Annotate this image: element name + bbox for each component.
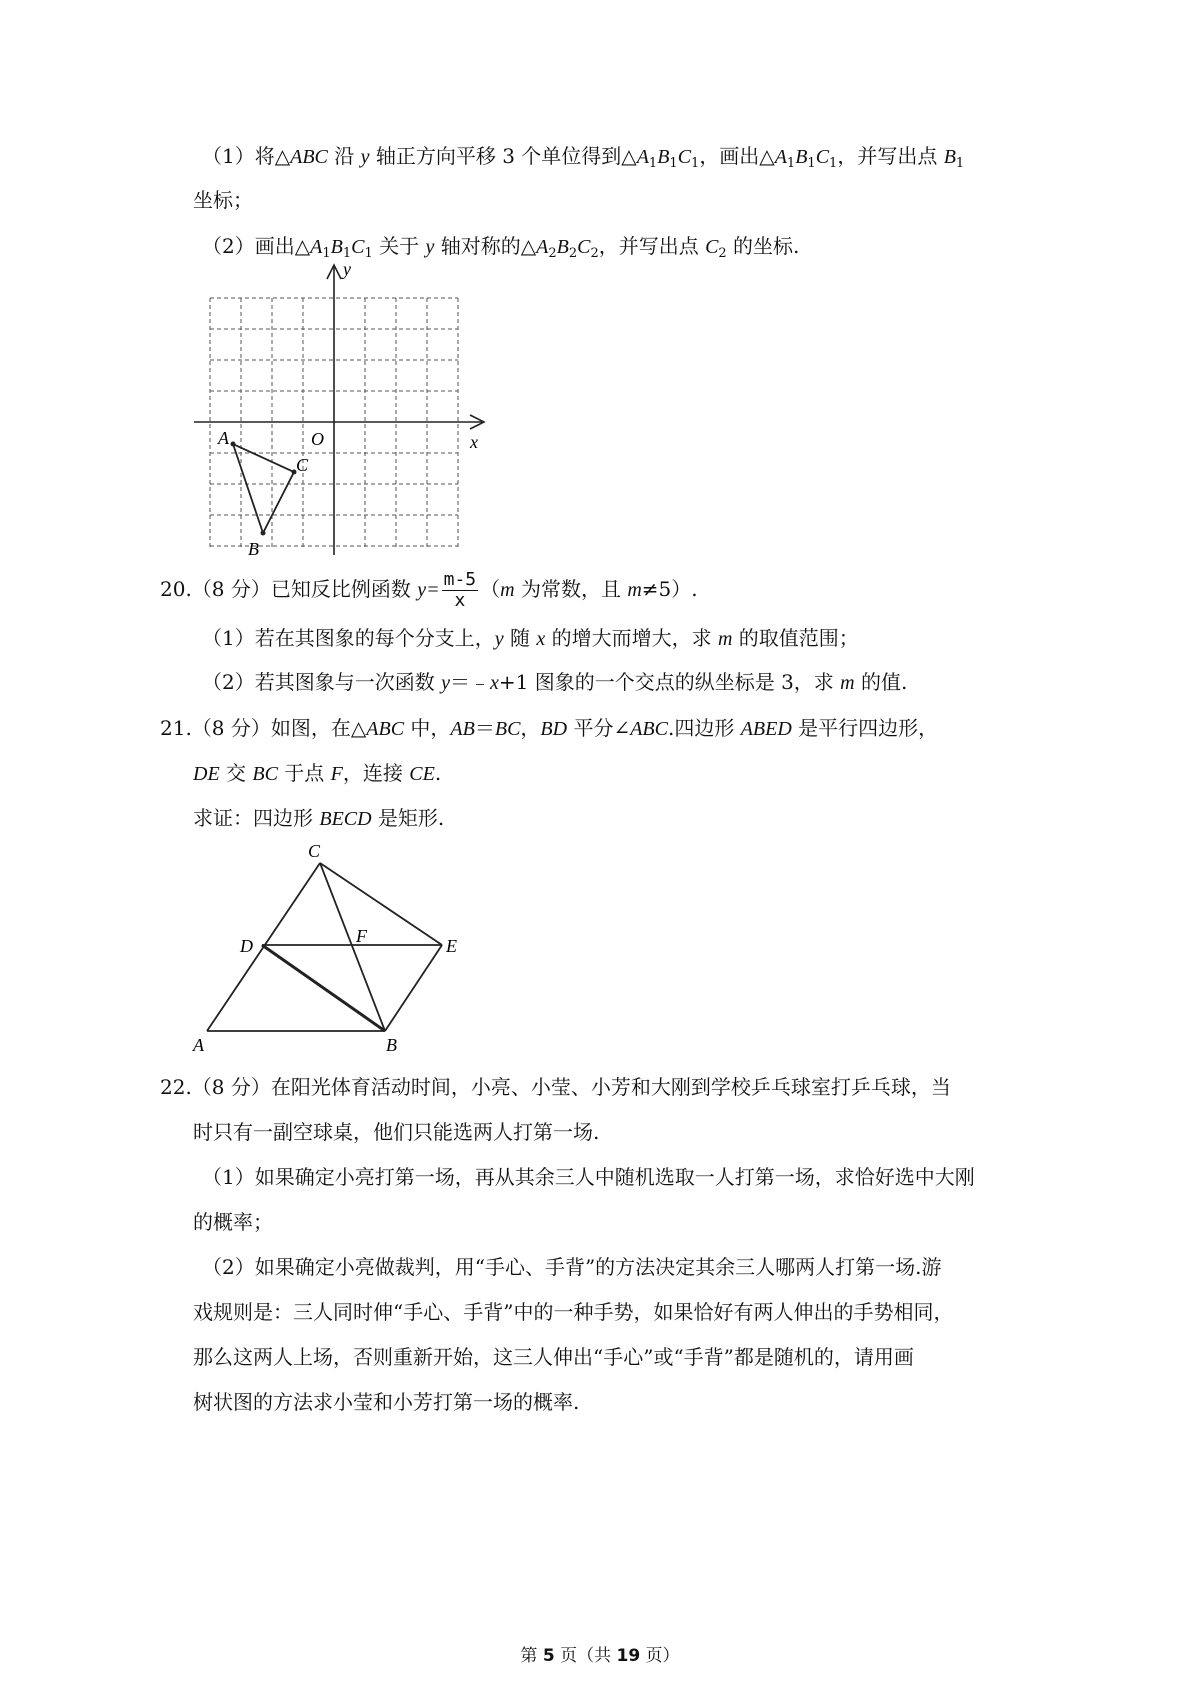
q19-part2: （2）画出$\triangle A_1B_1C_1$ 关于 y 轴对称的$\triangle A_2B_2C_2$，并写出点 $C_2$ 的坐标. (202, 234, 800, 261)
q22-line1: 22.（8 分）在阳光体育活动时间，小亮、小莹、小芳和大刚到学校乒乓球室打乒乓球，当 (160, 1075, 951, 1099)
q22-line6: 戏规则是：三人同时伸“手心、手背”中的一种手势，如果恰好有两人伸出的手势相同， (193, 1300, 954, 1324)
q19-part1-line2: 坐标； (193, 188, 253, 212)
y-axis-label: y (343, 259, 351, 279)
x-axis-label: x (470, 432, 478, 452)
q22-line4: 的概率； (193, 1210, 273, 1234)
segment-cb (320, 863, 385, 1031)
q21-stem-line2: DE 交 BC 于点 F，连接 CE. (193, 761, 442, 785)
triangle-abc (233, 444, 294, 533)
x-axis (194, 415, 484, 429)
point-c-label: C (296, 455, 309, 475)
fraction: $\frac{m-5}{x}$ (443, 569, 477, 611)
q19-part1-line1: （1）将△ABC 沿 y 轴正方向平移 3 个单位得到$\triangle A_1B_1C_1$，画出$\triangle A_1B_1C_1$，并写出点 $B_1$ (202, 144, 965, 171)
point-a-label: A (193, 1035, 204, 1055)
page-number: 5 (542, 1646, 555, 1666)
segment-eb (385, 945, 442, 1031)
point-a-label: A (218, 428, 229, 448)
parallelogram-figure (180, 835, 500, 1060)
segment-ce (320, 863, 442, 945)
q22-line5: （2）如果确定小亮做裁判，用“手心、手背”的方法决定其余三人哪两人打第一场.游 (202, 1255, 942, 1279)
point-c-label: C (308, 841, 321, 861)
q20-part2: （2）若其图象与一次函数 y＝﹣x+1 图象的一个交点的纵坐标是 3，求 m 的值. (202, 670, 908, 694)
point-d-label: D (240, 936, 253, 956)
q21-prove: 求证：四边形 BECD 是矩形. (193, 806, 445, 830)
point-e-label: E (446, 936, 457, 956)
page-footer: 第 5 页（共 19 页） (520, 1646, 680, 1666)
q20-part1: （1）若在其图象的每个分支上，y 随 x 的增大而增大，求 m 的取值范围； (202, 626, 859, 650)
q22-line3: （1）如果确定小亮打第一场，再从其余三人中随机选取一人打第一场，求恰好选中大刚 (202, 1165, 975, 1189)
q20-stem: 20.（8 分）已知反比例函数 y= $\frac{m-5}{x}$ （m 为常数，且 m≠5）. (160, 569, 698, 611)
coordinate-grid-figure (180, 255, 500, 605)
q22-line7: 那么这两人上场，否则重新开始，这三人伸出“手心”或“手背”都是随机的，请用画 (193, 1345, 914, 1369)
point-b-label: B (248, 539, 259, 559)
segment-bd (262, 945, 385, 1031)
y-axis (327, 265, 341, 555)
origin-label: O (311, 429, 324, 449)
q22-line2: 时只有一副空球桌，他们只能选两人打第一场. (193, 1120, 600, 1144)
point-b-label: B (386, 1035, 397, 1055)
q21-stem-line1: 21.（8 分）如图，在△ABC 中，AB＝BC，BD 平分∠ABC.四边形 ABED 是平行四边形， (160, 716, 939, 740)
point-f-label: F (356, 926, 367, 946)
page-total: 19 (616, 1646, 641, 1666)
q22-line8: 树状图的方法求小莹和小芳打第一场的概率. (193, 1390, 580, 1414)
